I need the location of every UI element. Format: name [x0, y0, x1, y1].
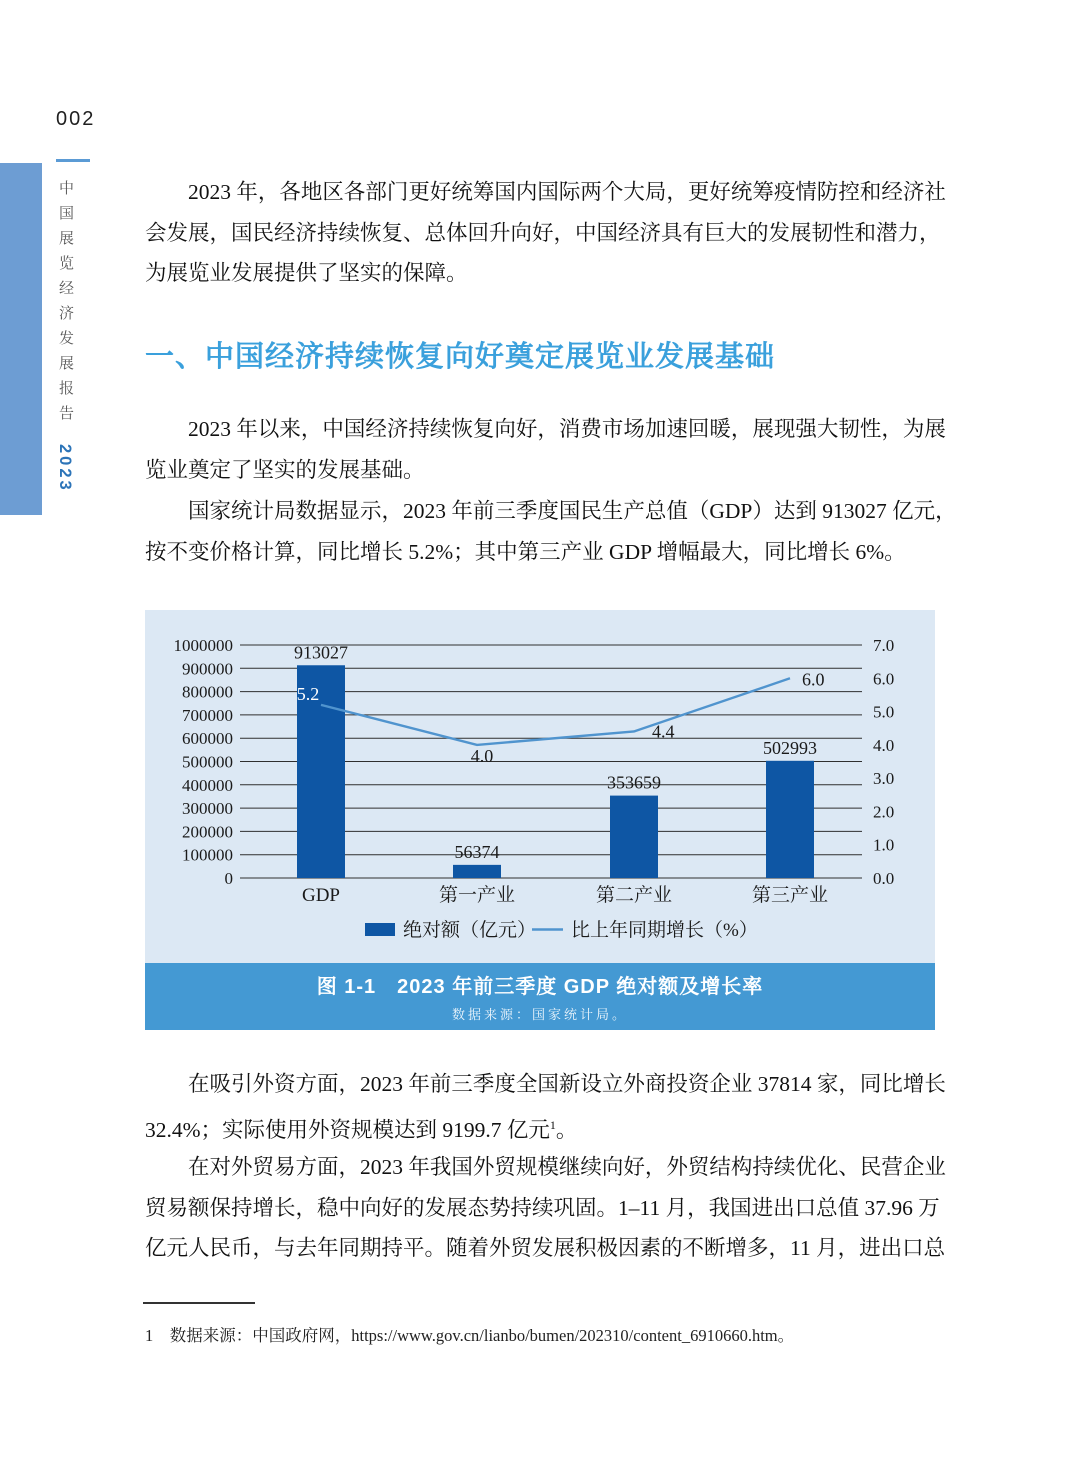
svg-text:2.0: 2.0 [873, 802, 895, 822]
svg-text:第三产业: 第三产业 [751, 885, 829, 906]
legend-bar-swatch [365, 923, 395, 936]
svg-text:600000: 600000 [182, 729, 233, 749]
text-line: 2023 年，各地区各部门更好统筹国内国际两个大局，更好统筹疫情防控和经济社 [188, 180, 946, 204]
bar-第二产业 [610, 796, 658, 878]
paragraph-2 [145, 409, 945, 490]
sidebar-book-title [55, 180, 76, 493]
gdp-bar-line-chart [145, 610, 935, 963]
text-line: 按不变价格计算，同比增长 5.2%；其中第三产业 GDP 增幅最大，同比增长 6%。 [145, 539, 906, 564]
svg-text:502993: 502993 [763, 737, 817, 758]
text-line: 会发展，国民经济持续恢复、总体回升向好，中国经济具有巨大的发展韧性和潜力， [145, 220, 941, 245]
svg-text:GDP: GDP [301, 885, 341, 906]
svg-text:5.0: 5.0 [873, 702, 895, 722]
svg-text:1.0: 1.0 [873, 835, 895, 855]
svg-text:6.0: 6.0 [873, 669, 895, 689]
svg-text:0.0: 0.0 [873, 869, 895, 888]
svg-text:353659: 353659 [607, 772, 661, 793]
svg-text:7.0: 7.0 [873, 636, 895, 655]
text-line: 贸易额保持增长，稳中向好的发展态势持续巩固。1–11 月，我国进出口总值 37.96 万 [145, 1195, 940, 1220]
svg-text:1000000: 1000000 [173, 636, 233, 655]
text-span: 。 [555, 1117, 578, 1142]
svg-text:913027: 913027 [294, 642, 348, 663]
text-line [145, 1105, 945, 1151]
svg-text:3.0: 3.0 [873, 769, 895, 789]
bar-第三产业 [766, 761, 814, 878]
text-line: 亿元人民币，与去年同期持平。随着外贸发展积极因素的不断增多，11 月，进出口总 [145, 1236, 946, 1260]
svg-text:700000: 700000 [182, 705, 233, 725]
text-line: 在吸引外资方面，2023 年前三季度全国新设立外商投资企业 37814 家，同比增长 [188, 1072, 946, 1096]
svg-text:500000: 500000 [182, 752, 233, 772]
intro-paragraph [145, 172, 945, 294]
svg-text:300000: 300000 [182, 799, 233, 819]
svg-text:第二产业: 第二产业 [595, 885, 673, 906]
footnote-ref-marker: 1 [549, 1117, 556, 1132]
text-line: 国家统计局数据显示，2023 年前三季度国民生产总值（GDP）达到 913027 亿元， [188, 499, 957, 523]
svg-text:第一产业: 第一产业 [438, 885, 516, 906]
chart-caption-band [145, 963, 935, 1030]
sidebar-year-text: 2023 [56, 444, 74, 494]
page-number: 002 [56, 108, 96, 130]
section-heading: 一、中国经济持续恢复向好奠定展览业发展基础 [145, 341, 776, 373]
svg-text:4.0: 4.0 [873, 735, 895, 755]
svg-text:200000: 200000 [182, 822, 233, 842]
svg-text:6.0: 6.0 [802, 669, 825, 690]
svg-text:56374: 56374 [454, 841, 500, 862]
svg-text:绝对额（亿元）: 绝对额（亿元） [403, 920, 537, 941]
svg-text:4.0: 4.0 [470, 745, 494, 766]
bar-第一产业 [453, 865, 501, 878]
page-number-rule [56, 159, 90, 162]
text-span: 32.4%；实际使用外资规模达到 9199.7 亿元 [145, 1117, 550, 1142]
gdp-chart-figure [145, 610, 935, 1030]
svg-text:100000: 100000 [182, 845, 233, 865]
text-line: 在对外贸易方面，2023 年我国外贸规模继续向好，外贸结构持续优化、民营企业 [188, 1155, 946, 1179]
svg-text:0: 0 [224, 869, 233, 888]
gdp-chart-panel [145, 610, 935, 963]
svg-text:800000: 800000 [182, 682, 233, 702]
text-line: 2023 年以来，中国经济持续恢复向好，消费市场加速回暖，展现强大韧性，为展 [188, 417, 946, 441]
sidebar-title-text: 中国展览经济发展报告 [57, 180, 74, 430]
left-accent-bar [0, 163, 42, 515]
growth-line [321, 678, 790, 745]
footnote-text: 1 数据来源：中国政府网，https://www.gov.cn/lianbo/bumen/202310/content_6910660.htm。 [145, 1326, 795, 1345]
svg-text:4.4: 4.4 [652, 721, 675, 742]
paragraph-5 [145, 1147, 945, 1269]
text-line: 览业奠定了坚实的发展基础。 [145, 457, 425, 482]
footnote-separator-rule [143, 1302, 255, 1304]
text-line: 为展览业发展提供了坚实的保障。 [145, 261, 468, 285]
paragraph-3 [145, 491, 957, 572]
paragraph-4 [145, 1064, 945, 1150]
svg-text:比上年同期增长（%）: 比上年同期增长（%） [571, 920, 758, 941]
svg-text:900000: 900000 [182, 659, 233, 679]
chart-caption-title: 图 1-1 2023 年前三季度 GDP 绝对额及增长率 [316, 976, 764, 998]
svg-text:5.2: 5.2 [296, 683, 320, 704]
chart-caption-source: 数据来源：国家统计局。 [451, 1007, 628, 1022]
svg-text:400000: 400000 [182, 775, 233, 795]
